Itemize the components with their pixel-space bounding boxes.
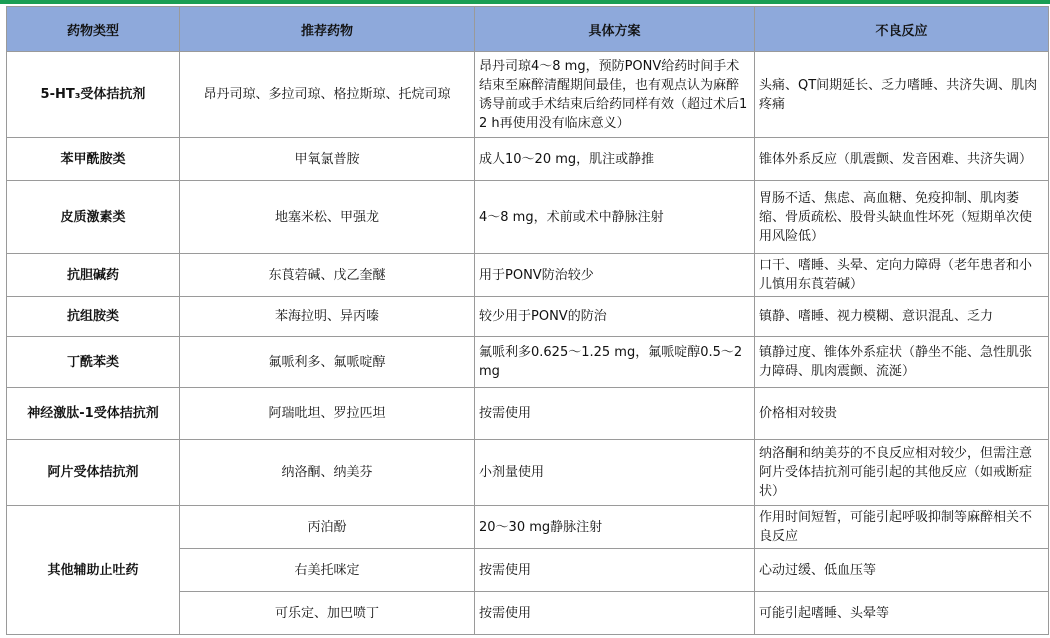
plan-cell: 较少用于PONV的防治 (475, 297, 755, 337)
drug-type-cell: 抗组胺类 (7, 297, 180, 337)
antiemetic-table (6, 6, 1049, 635)
adverse-reaction-cell: 锥体外系反应（肌震颤、发音困难、共济失调） (755, 138, 1049, 181)
adverse-reaction-cell: 心动过缓、低血压等 (755, 549, 1049, 592)
adverse-reaction-cell: 胃肠不适、焦虑、高血糖、免疫抑制、肌肉萎缩、骨质疏松、股骨头缺血性坏死（短期单次使用风险低） (755, 181, 1049, 254)
drug-type-cell-merged: 其他辅助止吐药 (7, 506, 180, 635)
drug-type-cell: 5-HT₃受体拮抗剂 (7, 52, 180, 138)
drug-type-cell: 神经激肽-1受体拮抗剂 (7, 388, 180, 440)
drug-name-cell: 右美托咪定 (180, 549, 475, 592)
plan-cell: 按需使用 (475, 549, 755, 592)
drug-name-cell: 纳洛酮、纳美芬 (180, 440, 475, 506)
plan-cell: 4～8 mg，术前或术中静脉注射 (475, 181, 755, 254)
plan-cell: 成人10～20 mg，肌注或静推 (475, 138, 755, 181)
top-accent-bar (0, 0, 1050, 4)
table-row (7, 297, 1049, 337)
table-row (7, 337, 1049, 388)
drug-type-cell: 皮质激素类 (7, 181, 180, 254)
adverse-reaction-cell: 价格相对较贵 (755, 388, 1049, 440)
adverse-reaction-cell: 可能引起嗜睡、头晕等 (755, 592, 1049, 635)
drug-type-cell: 丁酰苯类 (7, 337, 180, 388)
drug-name-cell: 苯海拉明、异丙嗪 (180, 297, 475, 337)
header-adverse-reactions: 不良反应 (755, 7, 1049, 52)
adverse-reaction-cell: 纳洛酮和纳美芬的不良反应相对较少，但需注意阿片受体拮抗剂可能引起的其他反应（如戒断症状） (755, 440, 1049, 506)
drug-type-cell: 苯甲酰胺类 (7, 138, 180, 181)
drug-name-cell: 东莨菪碱、戊乙奎醚 (180, 254, 475, 297)
plan-cell: 按需使用 (475, 388, 755, 440)
adverse-reaction-cell: 镇静过度、锥体外系症状（静坐不能、急性肌张力障碍、肌肉震颤、流涎） (755, 337, 1049, 388)
table-row (7, 138, 1049, 181)
plan-cell: 昂丹司琼4～8 mg，预防PONV给药时间手术结束至麻醉清醒期间最佳，也有观点认为麻醉诱导前或手术结束后给药同样有效（超过术后12 h再使用没有临床意义） (475, 52, 755, 138)
drug-type-cell: 阿片受体拮抗剂 (7, 440, 180, 506)
adverse-reaction-cell: 头痛、QT间期延长、乏力嗜睡、共济失调、肌肉疼痛 (755, 52, 1049, 138)
plan-cell: 小剂量使用 (475, 440, 755, 506)
drug-name-cell: 可乐定、加巴喷丁 (180, 592, 475, 635)
header-row (7, 7, 1049, 52)
adverse-reaction-cell: 镇静、嗜睡、视力模糊、意识混乱、乏力 (755, 297, 1049, 337)
plan-cell: 氟哌利多0.625～1.25 mg，氟哌啶醇0.5～2 mg (475, 337, 755, 388)
table-row (7, 506, 1049, 549)
drug-name-cell: 阿瑞吡坦、罗拉匹坦 (180, 388, 475, 440)
table-row (7, 440, 1049, 506)
plan-cell: 按需使用 (475, 592, 755, 635)
header-recommended-drugs: 推荐药物 (180, 7, 475, 52)
drug-type-cell: 抗胆碱药 (7, 254, 180, 297)
drug-name-cell: 甲氧氯普胺 (180, 138, 475, 181)
table-row (7, 254, 1049, 297)
header-drug-type: 药物类型 (7, 7, 180, 52)
drug-name-cell: 地塞米松、甲强龙 (180, 181, 475, 254)
table-row (7, 181, 1049, 254)
drug-name-cell: 昂丹司琼、多拉司琼、格拉斯琼、托烷司琼 (180, 52, 475, 138)
drug-name-cell: 丙泊酚 (180, 506, 475, 549)
adverse-reaction-cell: 作用时间短暂，可能引起呼吸抑制等麻醉相关不良反应 (755, 506, 1049, 549)
adverse-reaction-cell: 口干、嗜睡、头晕、定向力障碍（老年患者和小儿慎用东莨菪碱） (755, 254, 1049, 297)
plan-cell: 20～30 mg静脉注射 (475, 506, 755, 549)
table-row (7, 388, 1049, 440)
table-row (7, 52, 1049, 138)
drug-name-cell: 氟哌利多、氟哌啶醇 (180, 337, 475, 388)
plan-cell: 用于PONV防治较少 (475, 254, 755, 297)
header-specific-plan: 具体方案 (475, 7, 755, 52)
